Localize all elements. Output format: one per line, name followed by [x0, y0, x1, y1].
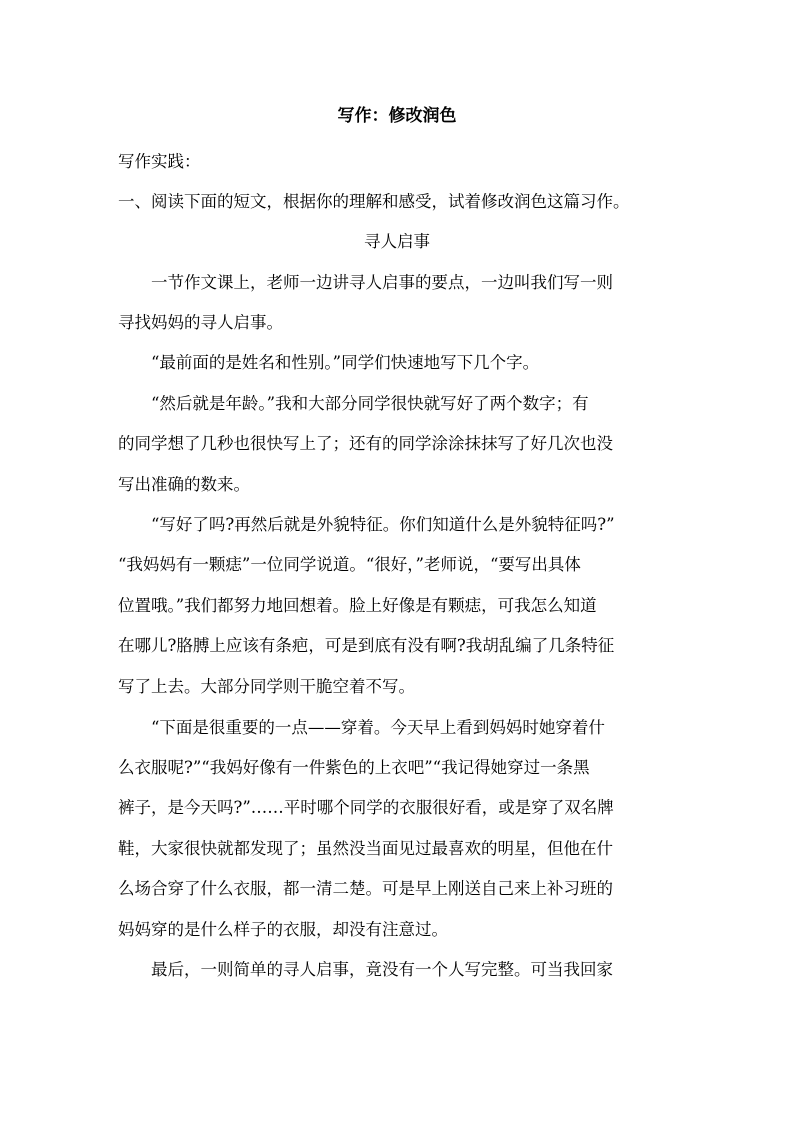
essay-line: “然后就是年龄。”我和大部分同学很快就写好了两个数字；有	[118, 394, 589, 413]
essay-line: 妈妈穿的是什么样子的衣服，却没有注意过。	[118, 920, 448, 939]
essay-line: 在哪儿?胳膊上应该有条疤，可是到底有没有啊?我胡乱编了几条特征	[118, 636, 615, 655]
essay-line: 的同学想了几秒也很快写上了；还有的同学涂涂抹抹写了好几次也没	[118, 434, 613, 453]
essay-line: 最后，一则简单的寻人启事，竟没有一个人写完整。可当我回家	[118, 960, 613, 979]
essay-line: 么衣服呢?”“我妈好像有一件紫色的上衣吧”“我记得她穿过一条黑	[118, 758, 590, 777]
instruction-text: 一、阅读下面的短文，根据你的理解和感受，试着修改润色这篇习作。	[118, 192, 630, 211]
essay-line: 么场合穿了什么衣服，都一清二楚。可是早上刚送自己来上补习班的	[118, 879, 613, 898]
essay-line: 写了上去。大部分同学则干脆空着不写。	[118, 677, 415, 696]
essay-line: 写出准确的数来。	[118, 475, 250, 494]
essay-line: 鞋，大家很快就都发现了；虽然没当面见过最喜欢的明星，但他在什	[118, 839, 613, 858]
essay-line: 位置哦。”我们都努力地回想着。脸上好像是有颗痣，可我怎么知道	[118, 596, 597, 615]
essay-line: 寻找妈妈的寻人启事。	[118, 313, 283, 332]
essay-line: “下面是很重要的一点——穿着。今天早上看到妈妈时她穿着什	[118, 718, 605, 737]
essay-title: 寻人启事	[364, 232, 430, 251]
section-label: 写作实践：	[118, 152, 201, 171]
essay-line: “我妈妈有一颗痣”一位同学说道。“很好，”老师说，“要写出具体	[118, 555, 581, 574]
document-title: 写作：修改润色	[337, 106, 457, 126]
essay-line: “写好了吗?再然后就是外貌特征。你们知道什么是外貌特征吗?”	[118, 515, 615, 534]
essay-line: “最前面的是姓名和性别。”同学们快速地写下几个字。	[118, 353, 540, 372]
essay-line: 一节作文课上，老师一边讲寻人启事的要点，一边叫我们写一则	[118, 273, 613, 292]
essay-line: 裤子，是今天吗?”……平时哪个同学的衣服很好看，或是穿了双名牌	[118, 798, 614, 817]
